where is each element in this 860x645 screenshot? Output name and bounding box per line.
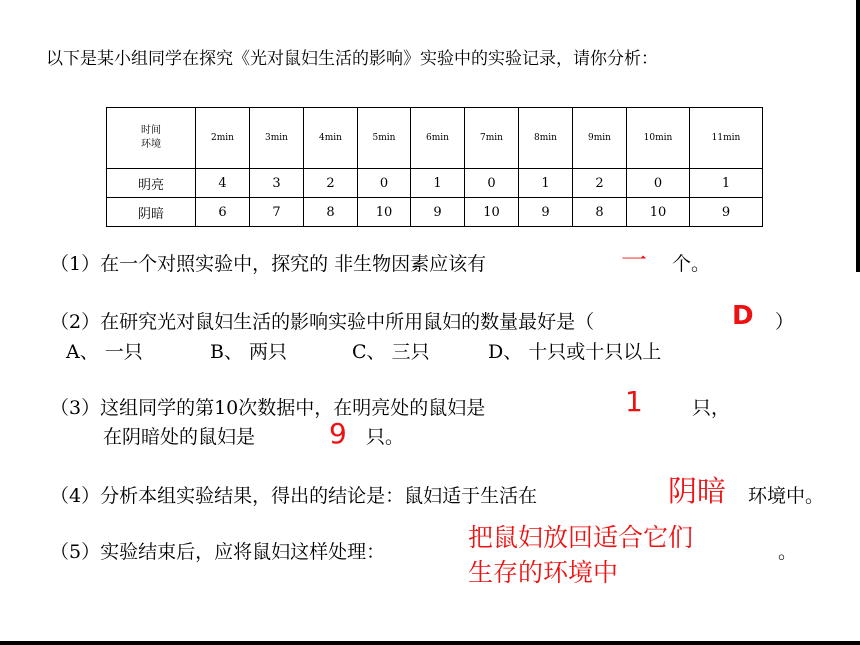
time-header-cell: 3min [250, 108, 304, 169]
time-header-cell: 8min [519, 108, 573, 169]
time-header-cell: 4min [304, 108, 358, 169]
row-label: 明亮 [107, 169, 196, 198]
table-cell: 6 [196, 198, 250, 227]
page-title: 以下是某小组同学在探究《光对鼠妇生活的影响》实验中的实验记录，请你分析： [46, 49, 658, 69]
question-3-suffix2: 只。 [366, 426, 405, 448]
question-5-answer-line1: 把鼠妇放回适合它们 [468, 523, 694, 552]
question-5-text: （5）实验结束后，应将鼠妇这样处理： [50, 541, 386, 563]
question-3-line2: 在阴暗处的鼠妇是 [103, 426, 256, 448]
question-5-suffix: 。 [778, 541, 798, 563]
time-header-cell: 2min [196, 108, 250, 169]
option-b: B、 两只 [210, 341, 288, 363]
table-cell: 0 [627, 169, 690, 198]
question-1-text: （1）在一个对照实验中，探究的 非生物因素应该有 [50, 253, 487, 275]
table-cell: 9 [519, 198, 573, 227]
slide-bottom-border [0, 641, 860, 645]
table-cell: 10 [465, 198, 519, 227]
time-header-cell: 6min [411, 108, 465, 169]
question-4-answer: 阴暗 [668, 474, 727, 508]
table-cell: 10 [358, 198, 411, 227]
row-label: 阴暗 [107, 198, 196, 227]
corner-time-label: 时间 [141, 125, 161, 136]
question-3-line1: （3）这组同学的第10次数据中，在明亮处的鼠妇是 [50, 397, 486, 419]
table-cell: 8 [304, 198, 358, 227]
table-cell: 1 [519, 169, 573, 198]
table-cell: 1 [690, 169, 763, 198]
question-4-text: （4）分析本组实验结果，得出的结论是：鼠妇适于生活在 [50, 485, 538, 507]
question-5-answer-line2: 生存的环境中 [468, 558, 619, 587]
option-c: C、 三只 [352, 341, 430, 363]
table-cell: 4 [196, 169, 250, 198]
table-header-row [107, 108, 763, 169]
table-cell: 1 [411, 169, 465, 198]
table-cell: 0 [358, 169, 411, 198]
time-header-cell: 10min [627, 108, 690, 169]
question-1-suffix: 个。 [672, 253, 711, 275]
table-cell: 10 [627, 198, 690, 227]
table-corner-cell [107, 108, 196, 169]
question-3-suffix1: 只， [692, 397, 731, 419]
table-cell: 9 [690, 198, 763, 227]
corner-environment-label: 环境 [141, 139, 161, 150]
question-2-text: （2）在研究光对鼠妇生活的影响实验中所用鼠妇的数量最好是（ [50, 311, 595, 333]
table-cell: 7 [250, 198, 304, 227]
table-cell: 2 [573, 169, 627, 198]
time-header-cell: 9min [573, 108, 627, 169]
experiment-record-table [106, 107, 763, 227]
slide-right-border [856, 0, 860, 272]
table-row-bright [107, 169, 763, 198]
time-header-cell: 5min [358, 108, 411, 169]
question-2-answer: D [732, 301, 754, 331]
table-row-dark [107, 198, 763, 227]
time-header-cell: 7min [465, 108, 519, 169]
question-2-suffix: ） [775, 311, 795, 333]
table-cell: 9 [411, 198, 465, 227]
table-cell: 0 [465, 169, 519, 198]
table-cell: 8 [573, 198, 627, 227]
question-4-suffix: 环境中。 [748, 485, 825, 507]
table-cell: 3 [250, 169, 304, 198]
question-3-answer-bright: 1 [625, 385, 643, 418]
option-d: D、 十只或十只以上 [488, 341, 662, 363]
question-1-answer: 一 [621, 246, 648, 276]
option-a: A、 一只 [66, 341, 143, 363]
time-header-cell: 11min [690, 108, 763, 169]
table-cell: 2 [304, 169, 358, 198]
question-3-answer-dark: 9 [329, 417, 347, 450]
